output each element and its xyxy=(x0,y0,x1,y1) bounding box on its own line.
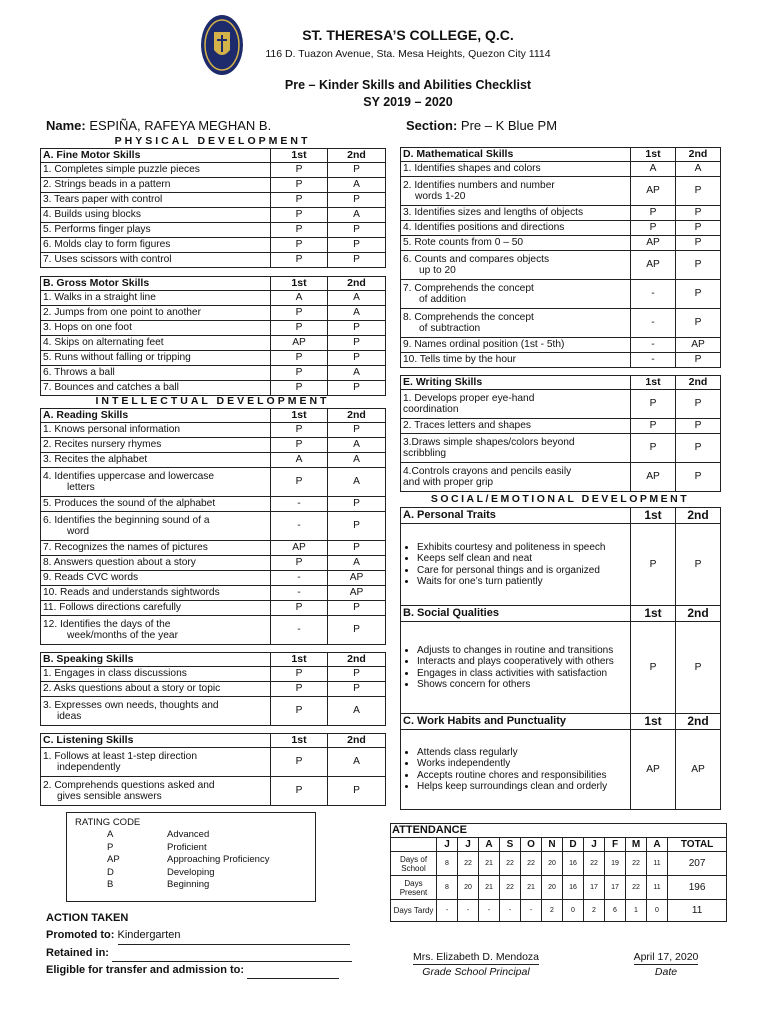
attendance-title: ATTENDANCE xyxy=(391,824,727,838)
table-row: 5. Performs finger plays P P xyxy=(41,223,386,238)
table-title: B. Speaking Skills xyxy=(41,653,271,667)
table-row: 6. Counts and compares objects up to 20 AP P xyxy=(401,251,721,280)
principal-name: Mrs. Elizabeth D. Mendoza xyxy=(412,951,540,963)
table-row: • Attends class regularly • Works independently • Accepts routine chores and responsibilities • Helps keep surroundings clean and orderly AP AP xyxy=(401,730,721,810)
promoted-row: Promoted to: Kindergarten xyxy=(46,927,352,945)
section-value: Pre – K Blue PM xyxy=(460,118,558,133)
speaking-table: B. Speaking Skills 1st 2nd 1. Engages in class discussions P P 2. Asks questions about a story or topic P P 3. Expresses own needs, thoughts and ideas P A xyxy=(40,652,386,726)
promoted-field: Kindergarten xyxy=(118,927,350,945)
school-seal xyxy=(200,14,244,76)
table-title: C. Listening Skills xyxy=(41,734,271,748)
band-physical: PHYSICAL DEVELOPMENT xyxy=(114,135,311,147)
principal-signature xyxy=(396,950,556,979)
table-row: 8. Answers question about a story P A xyxy=(41,556,386,571)
eligible-row: Eligible for transfer and admission to: xyxy=(46,962,352,979)
attendance-table xyxy=(390,823,727,922)
listening-table: C. Listening Skills 1st 2nd 1. Follows at least 1-step direction independently P A 2. Comprehends questions asked and gives sensible answers P P xyxy=(40,733,386,806)
table-row: 4.Controls crayons and pencils easily and with proper grip AP P xyxy=(401,463,721,492)
rating-code-item: P Proficient xyxy=(107,841,207,853)
writing-table: E. Writing Skills 1st 2nd 1. Develops proper eye-hand coordination P P 2. Traces letters and shapes P P 3.Draws simple shapes/colors beyond scribbling P P 4.Controls crayons and pencils easily and with proper grip AP P xyxy=(400,375,721,492)
table-row: 2. Identifies numbers and number words 1-20 AP P xyxy=(401,177,721,206)
table-row: 9. Reads CVC words - AP xyxy=(41,571,386,586)
table-row: 1. Follows at least 1-step direction independently P A xyxy=(41,748,386,777)
band-social: SOCIAL/EMOTIONAL DEVELOPMENT xyxy=(430,493,690,505)
table-row: 2. Comprehends questions asked and gives sensible answers P P xyxy=(41,777,386,806)
table-row: • Adjusts to changes in routine and transitions • Interacts and plays cooperatively with others • Engages in class activities with satisfaction • Shows concern for others P P xyxy=(401,622,721,714)
table-row: 3. Expresses own needs, thoughts and ideas P A xyxy=(41,697,386,726)
table-row: 2. Strings beads in a pattern P A xyxy=(41,178,386,193)
social-qualities-list: • Adjusts to changes in routine and transitions • Interacts and plays cooperatively with others • Engages in class activities with satisfaction • Shows concern for others xyxy=(403,645,628,691)
band-intellectual: INTELLECTUAL DEVELOPMENT xyxy=(95,395,330,407)
student-name: ESPIÑA, RAFEYA MEGHAN B. xyxy=(89,118,272,133)
action-title: ACTION TAKEN xyxy=(46,912,129,924)
gross-motor-table: B. Gross Motor Skills 1st 2nd 1. Walks in a straight line A A 2. Jumps from one point to another P A 3. Hops on one foot P P 4. Skips on alternating feet AP P 5. Runs without falling or tripping P P 6. Throws a ball P A 7. Bounces and catches a ball P P xyxy=(40,276,386,396)
table-title: A. Reading Skills xyxy=(41,409,271,423)
table-title: D. Mathematical Skills xyxy=(401,148,631,162)
table-row: 4. Identifies positions and directions P P xyxy=(401,221,721,236)
table-row: 2. Traces letters and shapes P P xyxy=(401,419,721,434)
table-row: 7. Bounces and catches a ball P P xyxy=(41,381,386,396)
date-block xyxy=(618,950,714,979)
table-row: 3. Identifies sizes and lengths of objects P P xyxy=(401,206,721,221)
date-value: April 17, 2020 xyxy=(633,951,699,963)
table-row: • Exhibits courtesy and politeness in speech • Keeps self clean and neat • Care for personal things and is organized • Waits for one’s turn patiently P P xyxy=(401,524,721,606)
table-row: 5. Rote counts from 0 – 50 AP P xyxy=(401,236,721,251)
table-row: 8. Comprehends the concept of subtraction - P xyxy=(401,309,721,338)
table-row: 10. Tells time by the hour - P xyxy=(401,353,721,368)
date-label: Date xyxy=(654,966,678,978)
rating-code-list xyxy=(107,829,269,892)
name-label: Name: xyxy=(46,118,86,133)
table-row: 2. Asks questions about a story or topic P P xyxy=(41,682,386,697)
table-row: 3. Recites the alphabet A A xyxy=(41,453,386,468)
attendance-months: J J A S O N D J F M A TOTAL xyxy=(391,838,727,852)
table-title: E. Writing Skills xyxy=(401,376,631,390)
school-name: ST. THERESA’S COLLEGE, Q.C. xyxy=(302,27,514,43)
rating-code-item: B Beginning xyxy=(107,879,210,891)
attendance-row: Days of School 8 22 21 22 22 20 16 22 19 22 11 207 xyxy=(391,852,727,876)
table-title: B. Gross Motor Skills xyxy=(41,277,271,291)
table-row: 3.Draws simple shapes/colors beyond scribbling P P xyxy=(401,434,721,463)
table-row: 6. Identifies the beginning sound of a word - P xyxy=(41,512,386,541)
attendance-row: Days Present 8 20 21 22 21 20 16 17 17 22 11 196 xyxy=(391,876,727,900)
table-row: 7. Recognizes the names of pictures AP P xyxy=(41,541,386,556)
table-row: 12. Identifies the days of the week/months of the year - P xyxy=(41,616,386,645)
school-address: 116 D. Tuazon Avenue, Sta. Mesa Heights, Quezon City 1114 xyxy=(265,48,551,60)
table-row: 7. Uses scissors with control P P xyxy=(41,253,386,268)
math-table: D. Mathematical Skills 1st 2nd 1. Identifies shapes and colors A A 2. Identifies numbers and number words 1-20 AP P 3. Identifies sizes and lengths of objects P P 4. Identifies positions and directions P P 5. Rote counts from 0 – 50 AP P 6. Counts and compares objects up to 20 AP P 7. Comprehends the concept of addition - P 8. Comprehends the concept of subtraction - P 9. Names ordinal position (1st - 5th) - AP 10. Tells time by the hour - P xyxy=(400,147,721,368)
rating-code-item: A Advanced xyxy=(107,829,210,840)
student-name-row xyxy=(46,118,271,133)
table-row: 1. Walks in a straight line A A xyxy=(41,291,386,306)
table-row: 1. Engages in class discussions P P xyxy=(41,667,386,682)
table-row: 2. Jumps from one point to another P A xyxy=(41,306,386,321)
page-title: Pre – Kinder Skills and Abilities Checklist xyxy=(284,78,532,92)
table-row: 4. Builds using blocks P A xyxy=(41,208,386,223)
table-row: 5. Produces the sound of the alphabet - P xyxy=(41,497,386,512)
work-habits-list: • Attends class regularly • Works independently • Accepts routine chores and responsibilities • Helps keep surroundings clean and orderly xyxy=(403,747,628,793)
section-label: Section: xyxy=(406,118,458,133)
table-row: 9. Names ordinal position (1st - 5th) - AP xyxy=(401,338,721,353)
table-row: 1. Completes simple puzzle pieces P P xyxy=(41,163,386,178)
principal-role: Grade School Principal xyxy=(422,966,530,978)
table-row: 6. Molds clay to form figures P P xyxy=(41,238,386,253)
social-emotional-table: A. Personal Traits 1st 2nd • Exhibits courtesy and politeness in speech • Keeps self clean and neat • Care for personal things and is organized • Waits for one’s turn patiently P P B. Social Qualities 1st 2nd • Adjusts to changes in routine and transitions • Interacts and plays cooperatively with others • Engages in class activities with satisfaction • Shows concern for others P P C. Work Habits and Punctuality 1st 2nd • Attends class regularly • Works independently • Accepts routine chores and responsibilities • Helps keep surroundings clean and orderly AP AP xyxy=(400,507,721,810)
table-row: 1. Develops proper eye-hand coordination P P xyxy=(401,390,721,419)
table-row: 11. Follows directions carefully P P xyxy=(41,601,386,616)
rating-code-box xyxy=(66,812,316,902)
table-row: 5. Runs without falling or tripping P P xyxy=(41,351,386,366)
eligible-field xyxy=(247,966,339,979)
table-row: 7. Comprehends the concept of addition - P xyxy=(401,280,721,309)
table-title: C. Work Habits and Punctuality xyxy=(401,714,631,730)
rating-code-title: RATING CODE xyxy=(75,817,141,828)
rating-code-item: AP Approaching Proficiency xyxy=(107,854,270,866)
table-row: 4. Skips on alternating feet AP P xyxy=(41,336,386,351)
table-row: 2. Recites nursery rhymes P A xyxy=(41,438,386,453)
personal-traits-list: • Exhibits courtesy and politeness in speech • Keeps self clean and neat • Care for personal things and is organized • Waits for one’s turn patiently xyxy=(403,542,628,588)
attendance-row: Days Tardy - - - - - 2 0 2 6 1 0 11 xyxy=(391,900,727,922)
rating-code-item: D Developing xyxy=(107,866,215,878)
action-taken xyxy=(46,910,352,979)
school-year: SY 2019 – 2020 xyxy=(363,95,453,109)
table-row: 1. Identifies shapes and colors A A xyxy=(401,162,721,177)
table-row: 1. Knows personal information P P xyxy=(41,423,386,438)
table-title: A. Fine Motor Skills xyxy=(41,149,271,163)
table-row: 10. Reads and understands sightwords - AP xyxy=(41,586,386,601)
table-row: 6. Throws a ball P A xyxy=(41,366,386,381)
seal-icon xyxy=(200,14,244,76)
fine-motor-table: A. Fine Motor Skills 1st 2nd 1. Completes simple puzzle pieces P P 2. Strings beads in a pattern P A 3. Tears paper with control P P 4. Builds using blocks P A 5. Performs finger plays P P 6. Molds clay to form figures P P 7. Uses scissors with control P P xyxy=(40,148,386,268)
table-row: 3. Tears paper with control P P xyxy=(41,193,386,208)
table-row: 4. Identifies uppercase and lowercase letters P A xyxy=(41,468,386,497)
reading-table: A. Reading Skills 1st 2nd 1. Knows personal information P P 2. Recites nursery rhymes P A 3. Recites the alphabet A A 4. Identifies uppercase and lowercase letters P A 5. Produces the sound of the alphabet - P 6. Identifies the beginning sound of a word - P 7. Recognizes the names of pictures AP P 8. Answers question about a story P A 9. Reads CVC words - AP 10. Reads and understands sightwords - AP 11. Follows directions carefully P P 12. Identifies the days of the week/months of the year - P xyxy=(40,408,386,645)
retained-row: Retained in: xyxy=(46,945,352,962)
table-row: 3. Hops on one foot P P xyxy=(41,321,386,336)
retained-field xyxy=(112,949,352,962)
table-title: B. Social Qualities xyxy=(401,606,631,622)
table-title: A. Personal Traits xyxy=(401,508,631,524)
section-row xyxy=(406,118,557,133)
